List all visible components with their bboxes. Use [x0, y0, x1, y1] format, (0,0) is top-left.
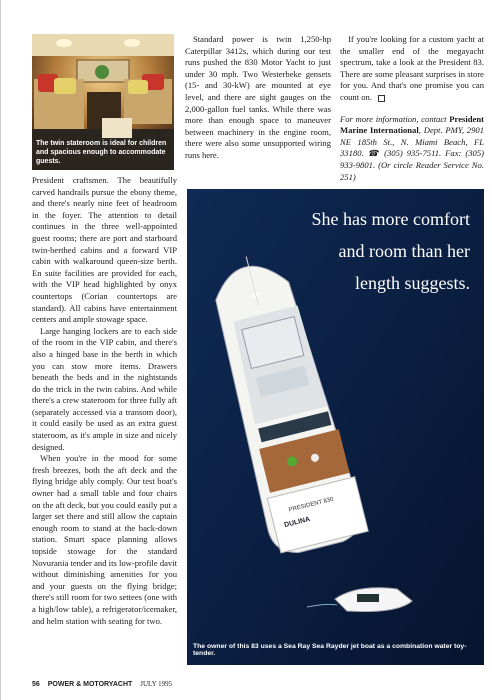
- contact-info: [340, 114, 484, 184]
- stateroom-caption: The twin stateroom is ideal for children and spacious enough to accommodate guests.: [36, 140, 167, 165]
- boat-name2-text: DULINA: [283, 515, 311, 530]
- contact-lead: For more information, contact: [340, 113, 450, 124]
- issue-date: JULY 1995: [140, 680, 173, 688]
- yacht-caption: The owner of this 83 uses a Sea Ray Sea Rayder jet boat as a combination water toy-tender.: [193, 643, 467, 657]
- col1-para-1: President craftsmen. The beautifully carved handrails pursue the ebony theme, and there's nearly nine feet of headroom in the foyer. The attention to detail continues in the three well-appointed guest rooms; there are port and starboard twin-berthed cabins and a forward VIP cabin with walkaround queen-size berth. En suite facilities are provided for each, with the VIP head highlighted by onyx countertops (Corian countertops are standard). All cabins have entertainment centers and ample stowage space.: [32, 175, 177, 325]
- col1-para-2: Large hanging lockers are to each side of the room in the VIP cabin, and there's also a hinged base in the berth in which you can stow more items. Drawers beneath the beds and in the nightstands do the trick in the twin cabins. And while there's a crew stateroom for three fully aft (separately accessed via a transom door), it could easily be used as an extra guest stateroom, as it's ample in size and nicely designed.: [32, 325, 177, 452]
- column-1: [32, 175, 177, 627]
- page-footer: [32, 680, 172, 688]
- contact-company: President Marine International: [340, 113, 484, 136]
- yacht-aerial-photo: [187, 189, 484, 665]
- column-3: [340, 34, 484, 183]
- contact-rest: , Dept. PMY, 2901 NE 185th St., N. Miami Beach, FL 33180. ☎ (305) 935-7511. Fax: (305) 933-9801. (Or circle Reader Service No. 251): [340, 125, 484, 182]
- col3-text: If you're looking for a custom yacht at the smaller end of the megayacht spectrum, take a look at the President 83. There are some pleasant surprises in store for you. And that's one promise you can count on.: [340, 34, 484, 102]
- col3-para: [340, 34, 484, 104]
- page-number: 56: [32, 681, 40, 688]
- col1-para-3: When you're in the mood for some fresh breezes, both the aft deck and the flying bridge ably comply. Our test boat's owner had a small table and four chairs on the aft deck, but you could easily put a larger set there and still allow the captain enough room to stand at the back-down station. Smart space planning allows topside stowage for the standard Novurania tender and its low-profile davit without diminishing amenities for you and your guests on the flying bridge; there's still room for two settees (one with a high/low table), a refrigerator/icemaker, and helm station with seating for two.: [32, 453, 177, 626]
- boat-name-text: PRESIDENT 830: [288, 496, 335, 514]
- pullquote-headline: She has more comfort and room than her length suggests.: [311, 209, 470, 293]
- column-2: [185, 34, 331, 162]
- stateroom-photo: [32, 34, 174, 170]
- col2-para: Standard power is twin 1,250-hp Caterpillar 3412s, which during our test runs pushed the 830 Motor Yacht to just under 30 mph. Two Westerbeke gensets (15- and 30-kW) are mounted at eye level, and there are sight gauges on the 2,000-gallon fuel tanks. While there was more than enough space to maneuver between machinery in the engine room, there were also some unsupported wiring runs here.: [185, 34, 331, 160]
- end-mark-icon: [378, 95, 385, 102]
- magazine-name: POWER & MOTORYACHT: [47, 681, 133, 688]
